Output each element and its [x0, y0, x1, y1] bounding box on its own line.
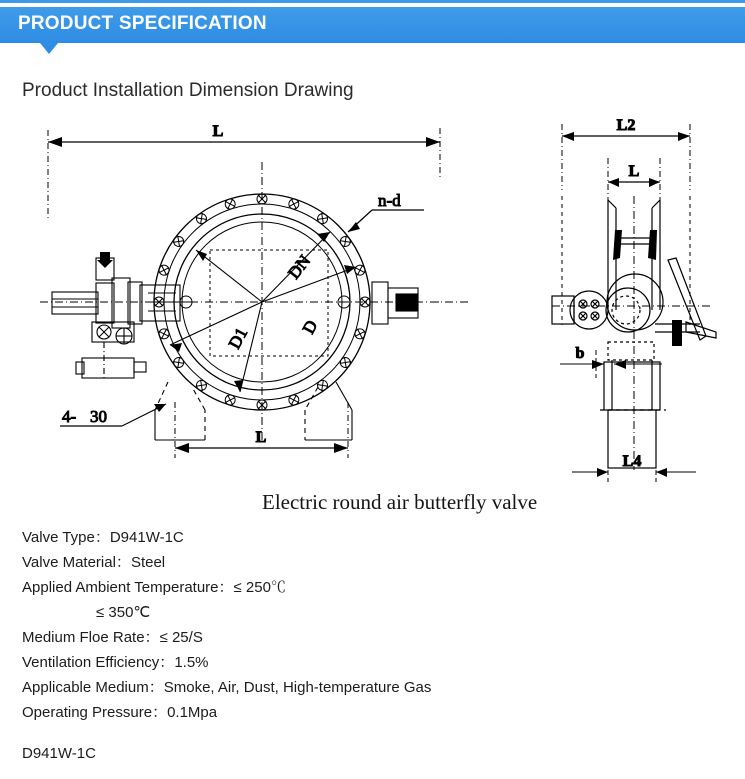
drawing-caption: Electric round air butterfly valve [262, 490, 538, 514]
specification-list [22, 525, 722, 725]
label-diameter-nominal: DN [284, 251, 315, 283]
spec-value: Steel [130, 554, 166, 571]
spec-row-valve-material [22, 550, 722, 575]
spec-label: Valve Type： [22, 529, 110, 546]
label-side-base-length: L4 [622, 453, 642, 470]
spec-label: Applicable Medium： [22, 679, 164, 696]
spec-row-valve-type [22, 525, 722, 550]
spec-row-ambient-temperature-alt [22, 600, 722, 625]
valve-drawing-svg [0, 110, 745, 485]
spec-row-applicable-medium [22, 675, 722, 700]
label-bottom-length: L [255, 429, 267, 446]
label-diameter-bolt-circle: D1 [224, 324, 252, 352]
model-footer: D941W-1C [22, 745, 96, 762]
spec-label: Applied Ambient Temperature： [22, 579, 234, 596]
spec-label: Ventilation Efficiency： [22, 654, 175, 671]
spec-value: Smoke, Air, Dust, High-temperature Gas [163, 679, 432, 696]
label-side-thickness: b [575, 345, 585, 362]
spec-label: Operating Pressure： [22, 704, 168, 721]
spec-row-operating-pressure [22, 700, 722, 725]
spec-row-ambient-temperature [22, 575, 722, 600]
installation-dimension-drawing [0, 110, 745, 485]
label-side-length: L [628, 163, 640, 180]
spec-label: Medium Floe Rate： [22, 629, 160, 646]
spec-value: 0.1Mpa [167, 704, 218, 721]
label-side-total-length: L2 [616, 117, 636, 134]
label-base-hole-size: 30 [90, 407, 107, 426]
spec-label: Valve Material： [22, 554, 131, 571]
label-bolt-callout: n-d [378, 191, 401, 210]
product-specification-banner [0, 7, 745, 43]
spec-value: ≤ 350℃ [96, 604, 151, 621]
page-title: Product Installation Dimension Drawing [22, 80, 354, 101]
banner-pointer-triangle [40, 43, 58, 54]
label-diameter-outer: D [298, 317, 322, 337]
label-top-length: L [212, 123, 224, 140]
banner-title: PRODUCT SPECIFICATION [18, 13, 267, 34]
spec-value: 1.5% [174, 654, 209, 671]
spec-value: ≤ 25/S [159, 629, 203, 646]
spec-row-medium-flow-rate [22, 625, 722, 650]
spec-value: D941W-1C [109, 529, 184, 546]
spec-value: ≤ 250℃ [233, 579, 286, 596]
spec-row-ventilation-efficiency [22, 650, 722, 675]
label-base-holes: 4- [62, 407, 77, 426]
top-accent-rule [0, 0, 745, 3]
